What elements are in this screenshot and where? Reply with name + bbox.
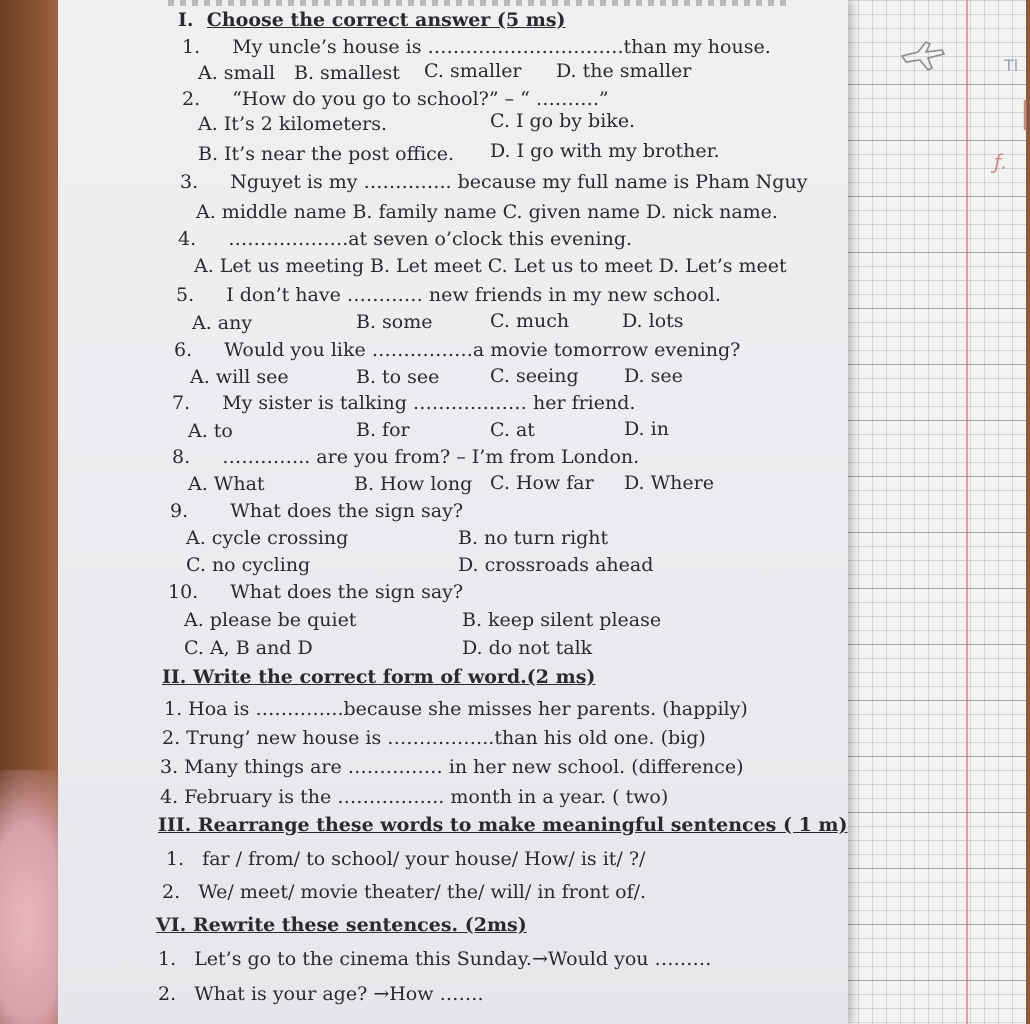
q6-option-a: A. will see (190, 366, 289, 388)
q10-option-d: D. do not talk (462, 637, 593, 659)
notebook-rule (844, 84, 1026, 85)
question-3 (180, 170, 807, 194)
notebook-rule (844, 700, 1026, 701)
item-number: 2. (162, 881, 181, 903)
notebook-rule (844, 196, 1026, 197)
section4-item-1 (158, 947, 712, 971)
notebook-rule (844, 756, 1026, 757)
item-text: We/ meet/ movie theater/ the/ will/ in front of/. (198, 881, 647, 903)
section2-item-3: 3. Many things are …………… in her new school. (difference) (160, 756, 744, 778)
notebook-rule (844, 252, 1026, 253)
q8-option-a: A. What (188, 473, 265, 495)
notebook-rule (844, 812, 1026, 813)
question-text: Nguyet is my ………….. because my full name is Pham Nguy (230, 171, 808, 193)
notebook-rule (844, 308, 1026, 309)
section3-item-2 (162, 880, 646, 904)
q7-option-d: D. in (624, 418, 669, 440)
section2-item-1: 1. Hoa is …………..because she misses her parents. (happily) (164, 698, 748, 720)
notebook-rule (844, 868, 1026, 869)
question-text: My uncle’s house is ………………………….than my house. (232, 36, 771, 58)
notebook-rule (844, 532, 1026, 533)
item-text: What is your age? →How ……. (194, 983, 484, 1005)
question-text: What does the sign say? (230, 581, 464, 603)
notebook-page (842, 0, 1030, 1024)
notebook-rule (844, 980, 1026, 981)
worksheet-paper (58, 0, 848, 1024)
q5-option-d: D. lots (622, 310, 684, 332)
question-5 (176, 283, 721, 307)
q6-option-c: C. seeing (490, 365, 579, 387)
item-number: 2. (158, 983, 177, 1005)
question-4 (178, 227, 632, 251)
q1-option-b: B. smallest (294, 62, 400, 84)
q9-option-c: C. no cycling (186, 554, 311, 576)
q8-option-d: D. Where (624, 472, 714, 494)
q7-option-b: B. for (356, 419, 410, 441)
section4-item-2 (158, 982, 484, 1006)
notebook-rule (844, 588, 1026, 589)
notebook-rule (844, 364, 1026, 365)
section1-heading (178, 8, 566, 32)
section2-item-2: 2. Trung’ new house is ……………..than his old one. (big) (162, 727, 706, 749)
question-6 (174, 338, 740, 362)
question-10 (168, 580, 463, 604)
question-number: 9. (170, 500, 189, 522)
question-text: Would you like …………….a movie tomorrow evening? (224, 339, 741, 361)
section2-heading: II. Write the correct form of word.(2 ms) (162, 666, 596, 688)
notebook-margin-line (966, 0, 968, 1024)
q1-option-c: C. smaller (424, 60, 522, 82)
section4-heading: VI. Rewrite these sentences. (2ms) (156, 914, 527, 936)
notebook-rule (844, 476, 1026, 477)
q2-option-d: D. I go with my brother. (490, 140, 720, 162)
section1-number: I. (178, 9, 194, 31)
item-number: 1. (158, 948, 177, 970)
question-number: 3. (180, 171, 199, 193)
question-number: 2. (182, 88, 201, 110)
item-text: far / from/ to school/ your house/ How/ is it/ ?/ (202, 848, 646, 870)
question-text: ………….. are you from? – I’m from London. (222, 446, 640, 468)
question-number: 5. (176, 284, 195, 306)
q6-option-b: B. to see (356, 366, 440, 388)
question-number: 4. (178, 228, 197, 250)
q2-option-c: C. I go by bike. (490, 110, 636, 132)
q8-option-b: B. How long (354, 473, 473, 495)
notebook-rule (844, 140, 1026, 141)
section3-item-1 (166, 847, 645, 871)
question-number: 8. (172, 446, 191, 468)
q10-option-a: A. please be quiet (184, 609, 357, 631)
q1-option-a: A. small (198, 62, 276, 84)
airplane-doodle-icon (898, 38, 946, 74)
section2-item-4: 4. February is the …………….. month in a year. ( two) (160, 786, 669, 808)
q2-option-a: A. It’s 2 kilometers. (198, 113, 388, 135)
question-number: 7. (172, 392, 191, 414)
notebook-rule (844, 420, 1026, 421)
q3-options: A. middle name B. family name C. given name D. nick name. (196, 201, 778, 223)
q5-option-a: A. any (192, 312, 253, 334)
item-number: 1. (166, 848, 185, 870)
question-text: I don’t have ………… new friends in my new school. (226, 284, 721, 306)
q7-option-c: C. at (490, 419, 535, 441)
question-text: My sister is talking ……………… her friend. (222, 392, 636, 414)
q6-option-d: D. see (624, 365, 683, 387)
q2-option-b: B. It’s near the post office. (198, 143, 455, 165)
question-number: 6. (174, 339, 193, 361)
q9-option-d: D. crossroads ahead (458, 554, 654, 576)
notebook-corner-text: Tl (1004, 56, 1019, 75)
question-1 (182, 35, 771, 59)
question-text: What does the sign say? (230, 500, 464, 522)
notebook-rule (844, 644, 1026, 645)
q8-option-c: C. How far (490, 472, 594, 494)
item-text: Let’s go to the cinema this Sunday.→Would you ……… (194, 948, 712, 970)
question-text: “How do you go to school?” – “ ……….” (232, 88, 609, 110)
q7-option-a: A. to (188, 420, 233, 442)
cut-off-top-text (168, 0, 788, 6)
q9-option-b: B. no turn right (458, 527, 609, 549)
q4-options: A. Let us meeting B. Let meet C. Let us to meet D. Let’s meet (194, 255, 787, 277)
pen-mark: ƒ. (994, 150, 1008, 174)
q10-option-c: C. A, B and D (184, 637, 313, 659)
question-number: 1. (182, 36, 201, 58)
q5-option-b: B. some (356, 311, 433, 333)
question-7 (172, 391, 635, 415)
question-text: ……………….at seven o’clock this evening. (228, 228, 633, 250)
question-8 (172, 445, 639, 469)
section3-heading: III. Rearrange these words to make meaningful sentences ( 1 m) (158, 814, 848, 836)
question-9 (170, 499, 463, 523)
question-2 (182, 87, 609, 111)
q10-option-b: B. keep silent please (462, 609, 662, 631)
pen-mark: | (1020, 96, 1030, 131)
q5-option-c: C. much (490, 310, 570, 332)
section1-title: Choose the correct answer (5 ms) (206, 9, 566, 31)
q1-option-d: D. the smaller (556, 60, 692, 82)
question-number: 10. (168, 581, 199, 603)
notebook-rule (844, 924, 1026, 925)
q9-option-a: A. cycle crossing (186, 527, 349, 549)
